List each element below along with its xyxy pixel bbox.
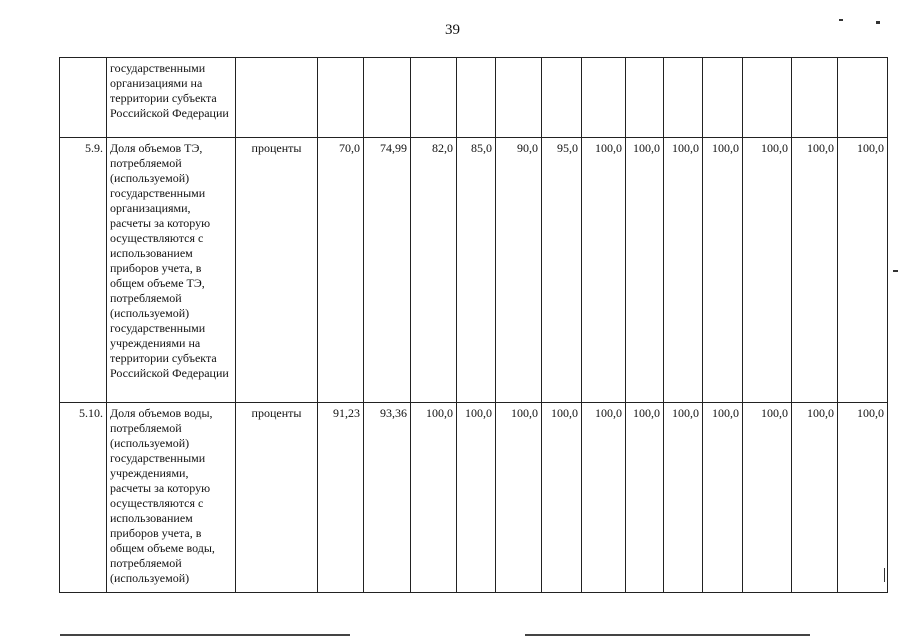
value-cell: 100,0: [838, 403, 888, 593]
scan-speck: [893, 270, 898, 272]
value-cell: 93,36: [364, 403, 411, 593]
value-cell: 100,0: [664, 403, 703, 593]
scan-speck: [876, 21, 880, 24]
scan-speck: [839, 19, 843, 21]
value-cell: [743, 58, 792, 138]
value-cell: 85,0: [457, 138, 496, 403]
value-cell: [364, 58, 411, 138]
value-cell: 100,0: [582, 403, 626, 593]
value-cell: 100,0: [703, 403, 743, 593]
table-row: [60, 403, 888, 593]
value-cell: [542, 58, 582, 138]
row-number: 5.10.: [60, 403, 107, 593]
value-cell: 100,0: [626, 138, 664, 403]
footer-rule: [525, 634, 810, 636]
value-cell: [703, 58, 743, 138]
value-cell: [838, 58, 888, 138]
table-row: [60, 138, 888, 403]
value-cell: [318, 58, 364, 138]
row-number: [60, 58, 107, 138]
footer-rule: [60, 634, 350, 636]
indicator-name: государственными организациями на территории субъекта Российской Федерации: [107, 58, 236, 138]
value-cell: 100,0: [743, 403, 792, 593]
value-cell: [582, 58, 626, 138]
value-cell: 100,0: [792, 138, 838, 403]
value-cell: 100,0: [626, 403, 664, 593]
value-cell: [626, 58, 664, 138]
value-cell: 100,0: [743, 138, 792, 403]
page-number: 39: [445, 22, 460, 38]
value-cell: 100,0: [792, 403, 838, 593]
table-row: [60, 58, 888, 138]
value-cell: [411, 58, 457, 138]
value-cell: [496, 58, 542, 138]
value-cell: 82,0: [411, 138, 457, 403]
value-cell: [457, 58, 496, 138]
value-cell: 100,0: [582, 138, 626, 403]
value-cell: 100,0: [664, 138, 703, 403]
value-cell: 90,0: [496, 138, 542, 403]
value-cell: [792, 58, 838, 138]
unit-cell: проценты: [236, 403, 318, 593]
value-cell: 100,0: [703, 138, 743, 403]
indicator-name: Доля объемов ТЭ, потребляемой (используемой) государственными организациями, расчеты за которую осуществляются с использованием приборов учета, в общем объеме ТЭ, потребляемой (используемой) государственными учреждениями на территории субъекта Российской Федерации: [107, 138, 236, 403]
unit-cell: проценты: [236, 138, 318, 403]
indicator-table: [59, 57, 888, 593]
value-cell: 95,0: [542, 138, 582, 403]
value-cell: 100,0: [542, 403, 582, 593]
indicator-name: Доля объемов воды, потребляемой (используемой) государственными учреждениями, расчеты за которую осуществляются с использованием приборов учета, в общем объеме воды, потребляемой (используемой): [107, 403, 236, 593]
value-cell: 100,0: [838, 138, 888, 403]
row-number: 5.9.: [60, 138, 107, 403]
value-cell: 74,99: [364, 138, 411, 403]
value-cell: 70,0: [318, 138, 364, 403]
unit-cell: [236, 58, 318, 138]
value-cell: 91,23: [318, 403, 364, 593]
value-cell: 100,0: [457, 403, 496, 593]
value-cell: [664, 58, 703, 138]
value-cell: 100,0: [411, 403, 457, 593]
value-cell: 100,0: [496, 403, 542, 593]
